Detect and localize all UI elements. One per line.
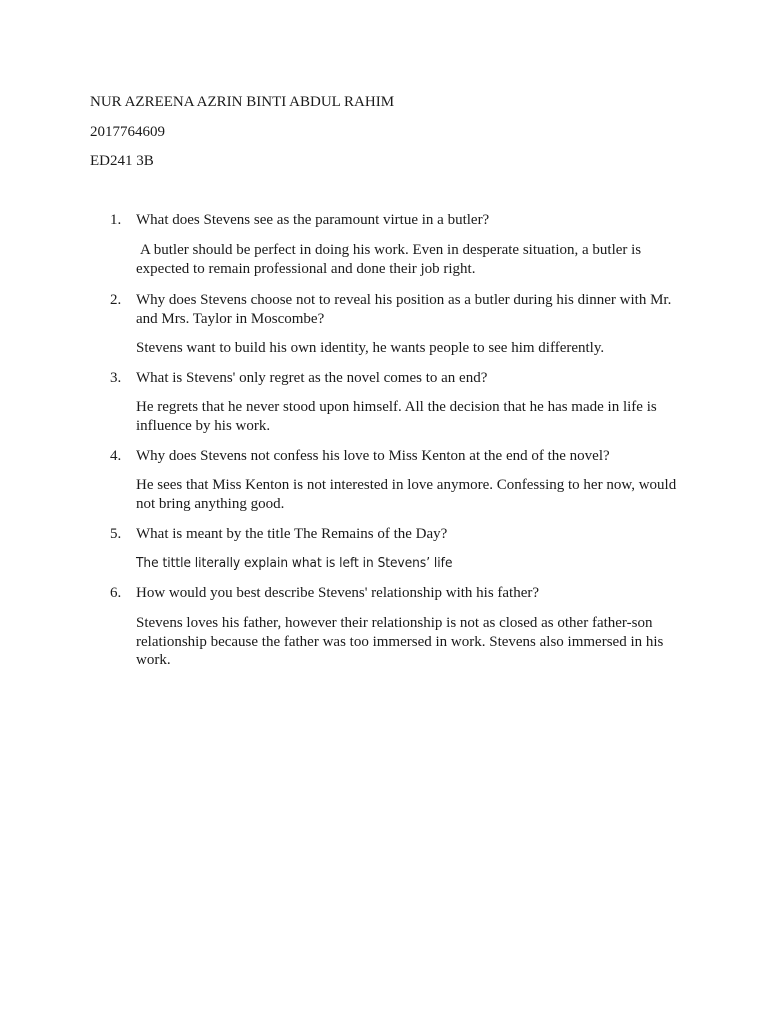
question-number: 2. [110, 292, 122, 308]
question-4 [110, 447, 681, 466]
question-number: 5. [110, 526, 122, 542]
answer-4: He sees that Miss Kenton is not interested in love anymore. Confessing to her now, would not bring anything good. [136, 477, 677, 512]
question-number: 1. [110, 212, 122, 228]
question-number: 3. [110, 370, 122, 386]
question-3 [110, 369, 681, 388]
answer-5: The tittle literally explain what is left in Stevens’ life [136, 555, 453, 571]
question-text: What is Stevens' only regret as the novel comes to an end? [136, 370, 488, 386]
question-1 [110, 211, 681, 230]
answer-3: He regrets that he never stood upon himself. All the decision that he has made in life is influence by his work. [136, 399, 657, 434]
question-number: 6. [110, 585, 122, 601]
answer-1: A butler should be perfect in doing his work. Even in desperate situation, a butler is expected to remain professional and done their job right. [136, 242, 642, 277]
question-text: What is meant by the title The Remains of the Day? [136, 526, 448, 542]
question-number: 4. [110, 448, 122, 464]
question-text: How would you best describe Stevens' relationship with his father? [136, 585, 540, 601]
question-5 [110, 525, 681, 544]
question-text: Why does Stevens choose not to reveal his position as a butler during his dinner with Mr. and Mrs. Taylor in Moscombe? [136, 292, 672, 327]
course-code: ED241 3B [90, 153, 154, 169]
answer-6: Stevens loves his father, however their relationship is not as closed as other father-son relationship because the father was too immersed in work. Stevens also immersed in his work. [136, 615, 664, 668]
question-2 [110, 291, 681, 328]
question-6 [110, 584, 681, 603]
answer-2: Stevens want to build his own identity, he wants people to see him differently. [136, 340, 605, 356]
question-text: Why does Stevens not confess his love to Miss Kenton at the end of the novel? [136, 448, 610, 464]
student-name: NUR AZREENA AZRIN BINTI ABDUL RAHIM [90, 94, 395, 110]
question-text: What does Stevens see as the paramount virtue in a butler? [136, 212, 490, 228]
student-id: 2017764609 [90, 124, 165, 140]
